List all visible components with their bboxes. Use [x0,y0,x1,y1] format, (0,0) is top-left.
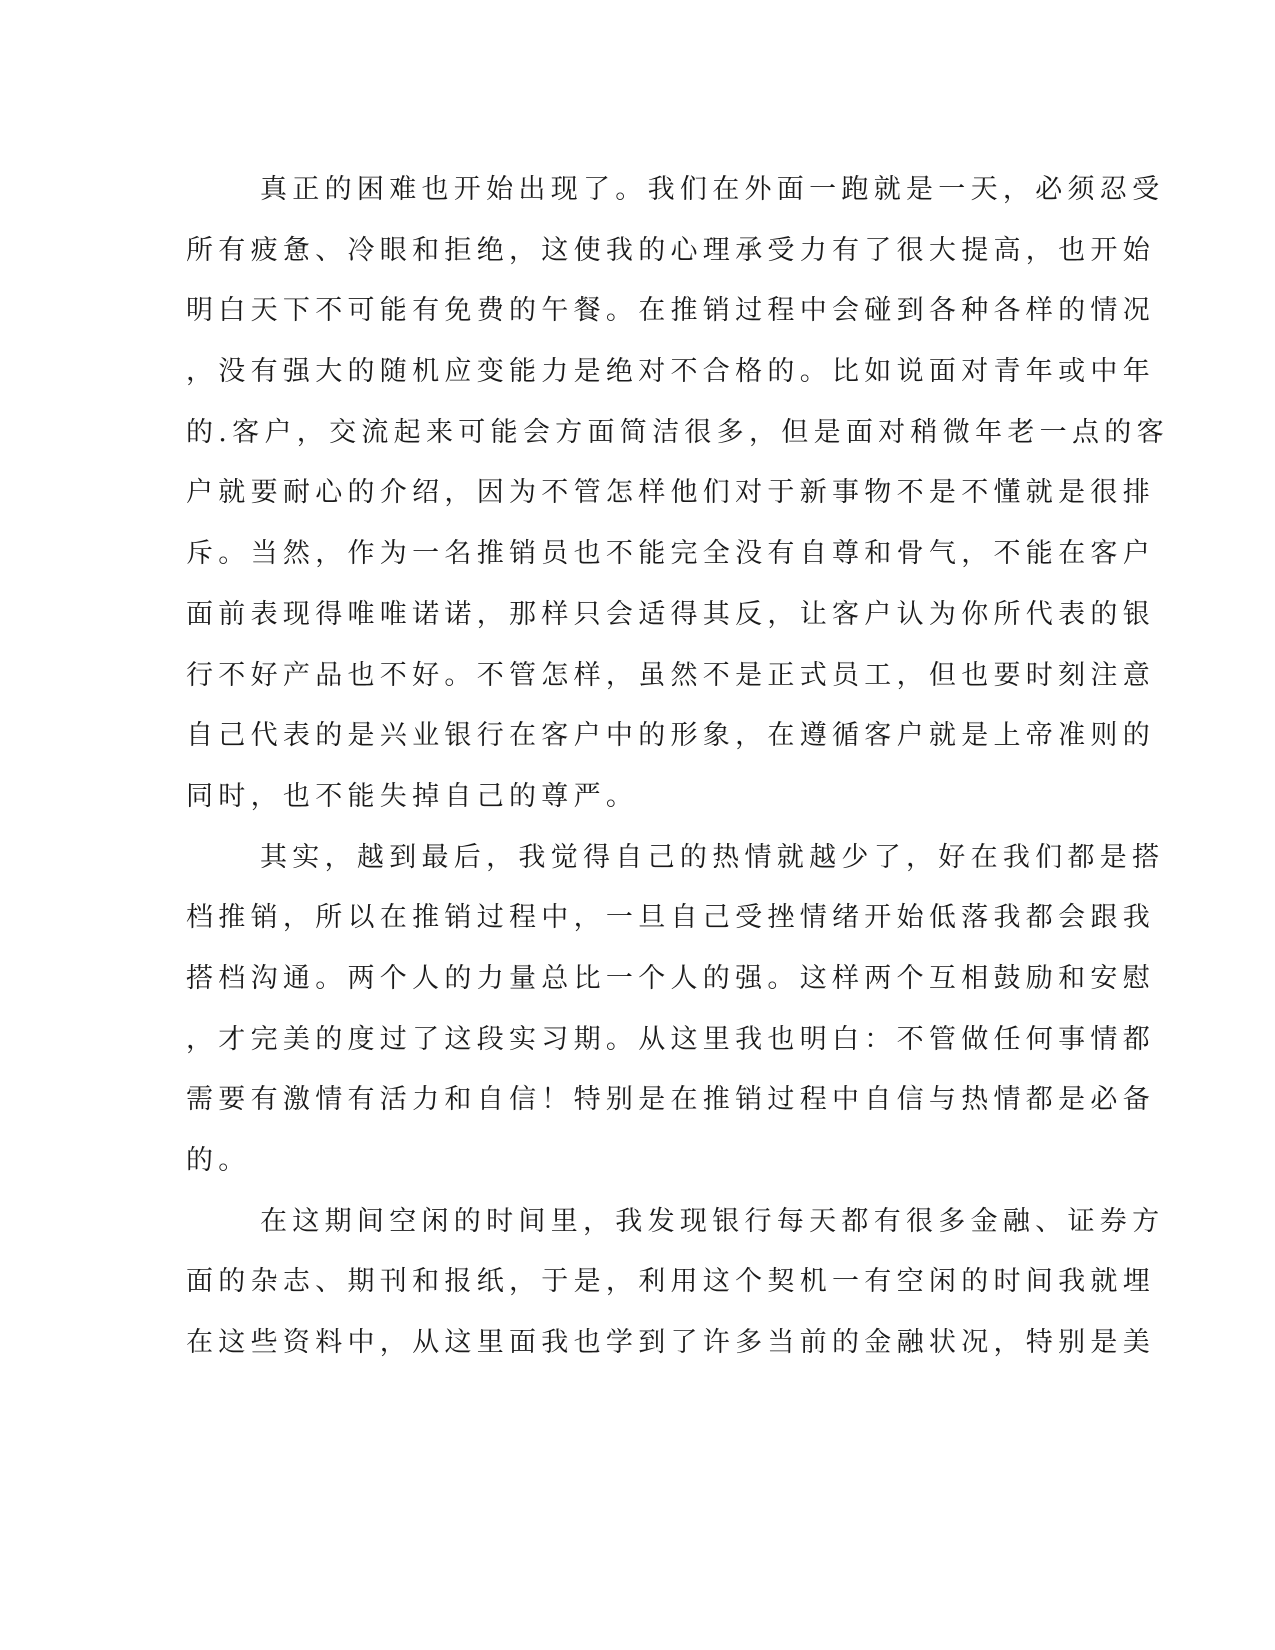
text-line: 的.客户，交流起来可能会方面简洁很多，但是面对稍微年老一点的客 [186,416,1169,448]
text-line: 其实，越到最后，我觉得自己的热情就越少了，好在我们都是搭 [260,841,1165,873]
text-line: 在这些资料中，从这里面我也学到了许多当前的金融状况，特别是美 [186,1327,1155,1359]
text-line: 自己代表的是兴业银行在客户中的形象，在遵循客户就是上帝准则的 [186,720,1155,752]
body-text [186,160,1169,1374]
text-line: 斥。当然，作为一名推销员也不能完全没有自尊和骨气，不能在客户 [186,538,1155,570]
text-line: 面的杂志、期刊和报纸，于是，利用这个契机一有空闲的时间我就埋 [186,1266,1155,1298]
text-line: ，才完美的度过了这段实习期。从这里我也明白：不管做任何事情都 [186,1023,1155,1055]
text-line: 所有疲惫、冷眼和拒绝，这使我的心理承受力有了很大提高，也开始 [186,234,1155,266]
text-line: 的。 [186,1145,251,1176]
text-line: ，没有强大的随机应变能力是绝对不合格的。比如说面对青年或中年 [186,356,1155,388]
text-line: 同时，也不能失掉自己的尊严。 [186,780,639,812]
text-line: 户就要耐心的介绍，因为不管怎样他们对于新事物不是不懂就是很排 [186,477,1155,509]
text-line: 明白天下不可能有免费的午餐。在推销过程中会碰到各种各样的情况 [186,295,1155,327]
text-line: 档推销，所以在推销过程中，一旦自己受挫情绪开始低落我都会跟我 [186,902,1155,934]
text-line: 面前表现得唯唯诺诺，那样只会适得其反，让客户认为你所代表的银 [186,598,1155,630]
text-line: 需要有激情有活力和自信！特别是在推销过程中自信与热情都是必备 [186,1084,1155,1116]
text-line: 在这期间空闲的时间里，我发现银行每天都有很多金融、证券方 [260,1205,1165,1237]
text-line: 行不好产品也不好。不管怎样，虽然不是正式员工，但也要时刻注意 [186,659,1155,691]
text-line: 搭档沟通。两个人的力量总比一个人的强。这样两个互相鼓励和安慰 [186,962,1155,994]
text-line: 真正的困难也开始出现了。我们在外面一跑就是一天，必须忍受 [260,174,1165,205]
